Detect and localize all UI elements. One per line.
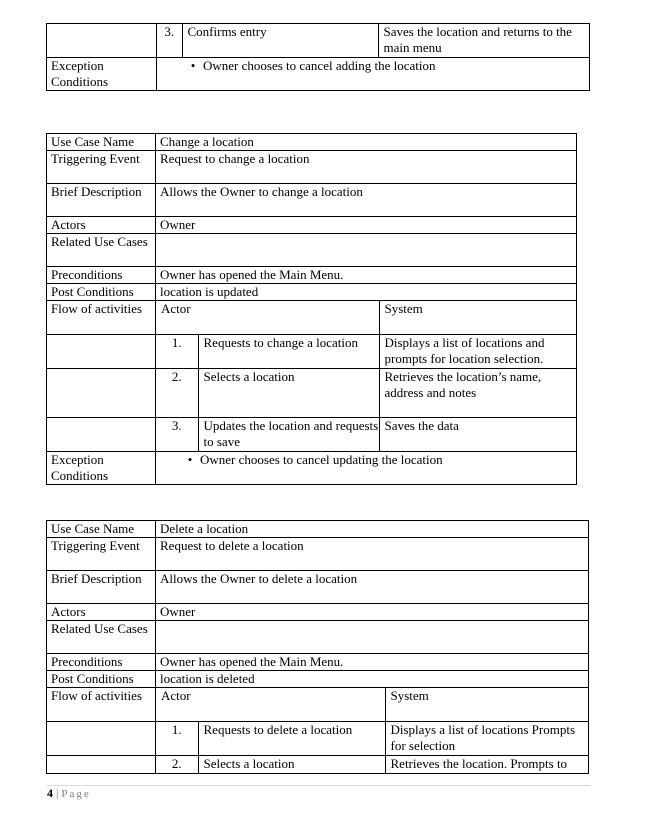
step-row-cell <box>156 756 589 774</box>
step-row-cell <box>156 369 577 418</box>
step-system-text: Displays a list of locations Prompts for selection <box>390 722 576 753</box>
top-fragment-table <box>46 23 590 91</box>
step-number: 1. <box>156 335 198 368</box>
step-row <box>156 756 588 773</box>
page-footer <box>47 786 91 801</box>
preconditions-label: Preconditions <box>47 267 156 284</box>
triggering-event-label: Triggering Event <box>47 151 156 184</box>
step-number: 2. <box>156 756 198 773</box>
system-header: System <box>390 688 429 703</box>
actor-header: Actor <box>156 301 379 334</box>
triggering-event-value: Request to change a location <box>156 151 577 184</box>
empty-cell <box>47 24 157 58</box>
step-row-cell <box>156 722 589 756</box>
step-system-text: Retrieves the location’s name, address and notes <box>384 369 542 400</box>
use-case-name-value: Change a location <box>156 134 577 151</box>
step-system-text: Retrieves the location. Prompts to <box>390 756 568 771</box>
use-case-name-label: Use Case Name <box>47 134 156 151</box>
step-row <box>156 418 576 451</box>
brief-description-label: Brief Description <box>47 571 156 604</box>
step-actor-text: Requests to delete a location <box>198 722 385 755</box>
system-header: System <box>384 301 423 316</box>
exception-text: • Owner chooses to cancel updating the location <box>156 452 577 485</box>
actor-header: Actor <box>156 688 385 721</box>
postconditions-label: Post Conditions <box>47 671 156 688</box>
exception-text: • Owner chooses to cancel adding the location <box>157 58 590 91</box>
brief-description-value: Allows the Owner to change a location <box>156 184 577 217</box>
related-use-cases-value <box>156 621 589 654</box>
related-use-cases-value <box>156 234 577 267</box>
step-number: 1. <box>156 722 198 755</box>
step-actor-text: Confirms entry <box>182 24 378 57</box>
flow-header-cell <box>156 688 589 722</box>
triggering-event-value: Request to delete a location <box>156 538 589 571</box>
step-actor-text: Updates the location and requests to save <box>198 418 379 451</box>
preconditions-value: Owner has opened the Main Menu. <box>156 267 577 284</box>
use-case-name-value: Delete a location <box>156 521 589 538</box>
empty-cell <box>47 722 156 756</box>
flow-of-activities-label: Flow of activities <box>47 688 156 722</box>
preconditions-label: Preconditions <box>47 654 156 671</box>
step-row <box>156 722 588 755</box>
exception-label: Exception Conditions <box>47 452 156 485</box>
related-use-cases-label: Related Use Cases <box>47 621 156 654</box>
use-case-name-label: Use Case Name <box>47 521 156 538</box>
postconditions-value: location is deleted <box>156 671 589 688</box>
page-number: 4 <box>47 786 53 800</box>
postconditions-value: location is updated <box>156 284 577 301</box>
step-number: 2. <box>156 369 198 417</box>
step-actor-text: Requests to change a location <box>198 335 379 368</box>
step-row-cell <box>156 418 577 452</box>
step-row <box>156 369 576 417</box>
actors-label: Actors <box>47 217 156 234</box>
page-label: Page <box>61 788 91 800</box>
flow-of-activities-label: Flow of activities <box>47 301 156 335</box>
step-system-text: Displays a list of locations and prompts for location selection. <box>384 335 545 366</box>
delete-location-table <box>46 520 589 774</box>
exception-label: Exception Conditions <box>47 58 157 91</box>
step-row <box>157 24 589 57</box>
step-row-cell <box>157 24 590 58</box>
step-row <box>156 335 576 368</box>
preconditions-value: Owner has opened the Main Menu. <box>156 654 589 671</box>
brief-description-label: Brief Description <box>47 184 156 217</box>
triggering-event-label: Triggering Event <box>47 538 156 571</box>
flow-header <box>156 688 588 721</box>
step-number: 3. <box>156 418 198 451</box>
footer-rule <box>47 785 590 786</box>
actors-value: Owner <box>156 217 577 234</box>
step-number: 3. <box>157 24 182 57</box>
flow-header-cell <box>156 301 577 335</box>
actors-value: Owner <box>156 604 589 621</box>
related-use-cases-label: Related Use Cases <box>47 234 156 267</box>
flow-header <box>156 301 576 334</box>
step-actor-text: Selects a location <box>198 756 385 773</box>
empty-cell <box>47 418 156 452</box>
step-system-text: Saves the location and returns to the main menu <box>383 24 572 55</box>
postconditions-label: Post Conditions <box>47 284 156 301</box>
change-location-table <box>46 133 577 485</box>
empty-cell <box>47 335 156 369</box>
actors-label: Actors <box>47 604 156 621</box>
step-system-text: Saves the data <box>384 418 459 433</box>
brief-description-value: Allows the Owner to delete a location <box>156 571 589 604</box>
empty-cell <box>47 369 156 418</box>
page-separator: | <box>56 786 59 800</box>
step-row-cell <box>156 335 577 369</box>
empty-cell <box>47 756 156 774</box>
step-actor-text: Selects a location <box>198 369 379 417</box>
